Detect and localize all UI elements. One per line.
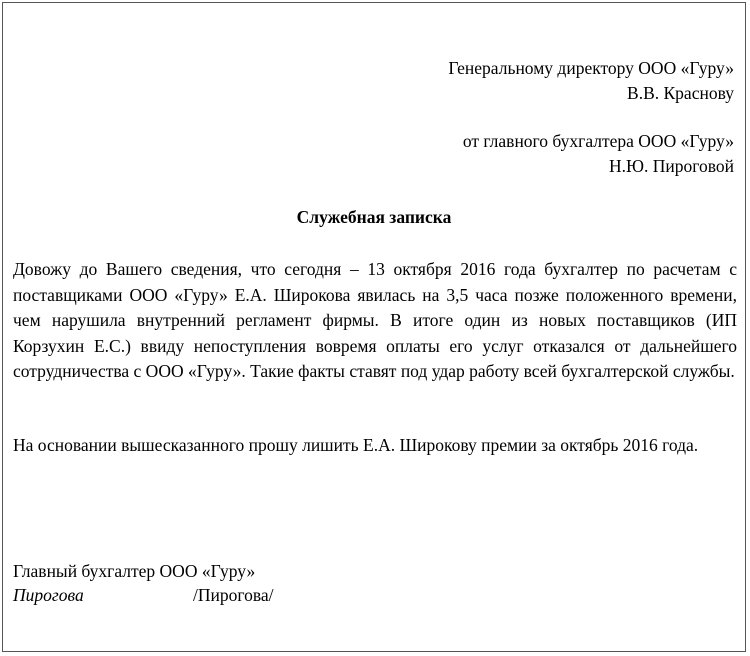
signature-name: /Пирогова/	[193, 585, 274, 605]
sender-name: Н.Ю. Пироговой	[608, 156, 734, 176]
sender-position: от главного бухгалтера ООО «Гуру»	[462, 131, 734, 151]
memo-page	[2, 2, 746, 652]
handwritten-signature: Пирогова	[13, 585, 84, 605]
memo-paragraph-2: На основании вышесказанного прошу лишить Е.А. Широкову премии за октябрь 2016 года.	[13, 435, 699, 455]
recipient-position: Генеральному директору ООО «Гуру»	[448, 58, 734, 78]
signature-position: Главный бухгалтер ООО «Гуру»	[13, 561, 256, 581]
memo-paragraph-1: Довожу до Вашего сведения, что сегодня – 13 октября 2016 года бухгалтер по расчетам с поставщиками ООО «Гуру» Е.А. Широкова явилась на 3,5 часа позже положенного времени, чем нарушила внутренний регламент фирмы. В итоге один из новых поставщиков (ИП Корзухин Е.С.) ввиду непоступления вовремя оплаты его услуг отказался от дальнейшего сотрудничества с ООО «Гуру». Такие факты ставят под удар работу всей бухгалтерской службы.	[13, 259, 737, 381]
document-title: Служебная записка	[296, 207, 452, 227]
recipient-name: В.В. Краснову	[627, 83, 734, 103]
